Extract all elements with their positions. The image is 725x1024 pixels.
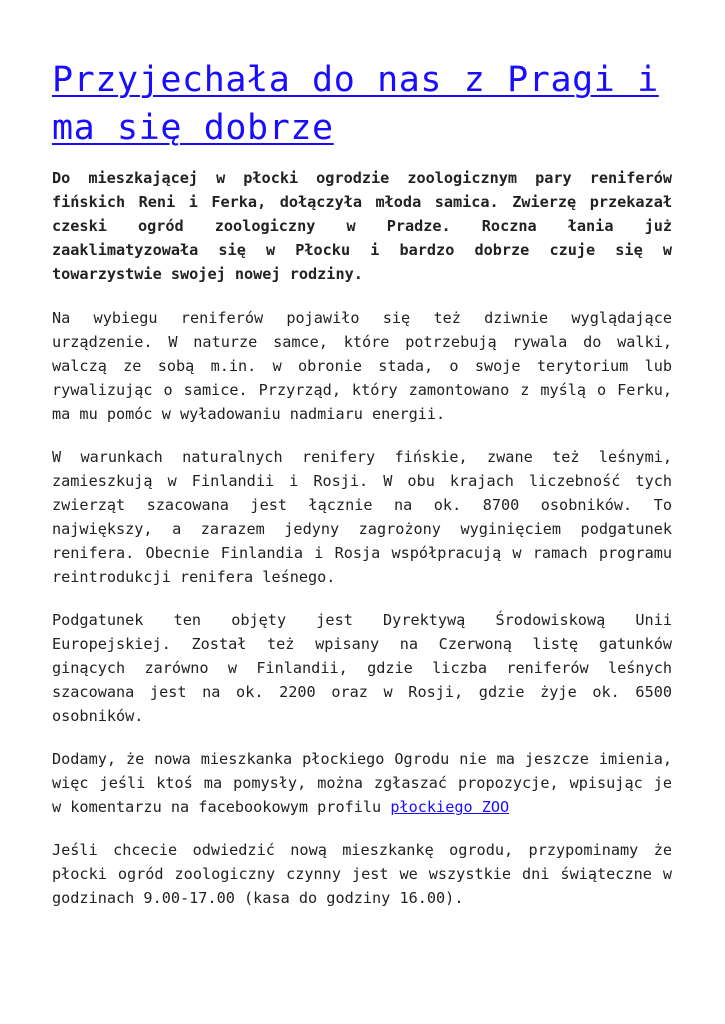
zoo-profile-link[interactable]: płockiego ZOO	[390, 798, 510, 816]
article-paragraph-4	[52, 747, 672, 819]
article-paragraph-1: Na wybiegu reniferów pojawiło się też dziwnie wyglądające urządzenie. W naturze samce, które potrzebują rywala do walki, walczą ze sobą m.in. w obronie stada, o swoje terytorium lub rywalizując o samice. Przyrząd, który zamontowano z myślą o Ferku, ma mu pomóc w wyładowaniu nadmiaru energii.	[52, 309, 672, 423]
article-paragraph-4-text: Dodamy, że nowa mieszkanka płockiego Ogrodu nie ma jeszcze imienia, więc jeśli ktoś ma pomysły, można zgłaszać propozycje, wpisując je w komentarzu na facebookowym profilu	[52, 750, 672, 816]
article-title	[52, 56, 672, 152]
article-title-link[interactable]: Przyjechała do nas z Pragi i ma się dobrze	[52, 60, 659, 148]
article-lead: Do mieszkającej w płocki ogrodzie zoologicznym pary reniferów fińskich Reni i Ferka, dołączyła młoda samica. Zwierzę przekazał czeski ogród zoologiczny w Pradze. Roczna łania już zaaklimatyzowała się w Płocku i bardzo dobrze czuje się w towarzystwie swojej nowej rodziny.	[52, 169, 672, 283]
article-paragraph-5: Jeśli chcecie odwiedzić nową mieszkankę ogrodu, przypominamy że płocki ogród zoologiczny czynny jest we wszystkie dni świąteczne w godzinach 9.00-17.00 (kasa do godziny 16.00).	[52, 841, 672, 907]
article-paragraph-2: W warunkach naturalnych renifery fińskie, zwane też leśnymi, zamieszkują w Finlandii i Rosji. W obu krajach liczebność tych zwierząt szacowana jest łącznie na ok. 8700 osobników. To największy, a zarazem jedyny zagrożony wyginięciem podgatunek renifera. Obecnie Finlandia i Rosja współpracują w ramach programu reintrodukcji renifera leśnego.	[52, 448, 672, 586]
article	[52, 56, 672, 929]
article-paragraph-3: Podgatunek ten objęty jest Dyrektywą Środowiskową Unii Europejskiej. Został też wpisany na Czerwoną listę gatunków ginących zarówno w Finlandii, gdzie liczba reniferów leśnych szacowana jest na ok. 2200 oraz w Rosji, gdzie żyje ok. 6500 osobników.	[52, 611, 672, 725]
